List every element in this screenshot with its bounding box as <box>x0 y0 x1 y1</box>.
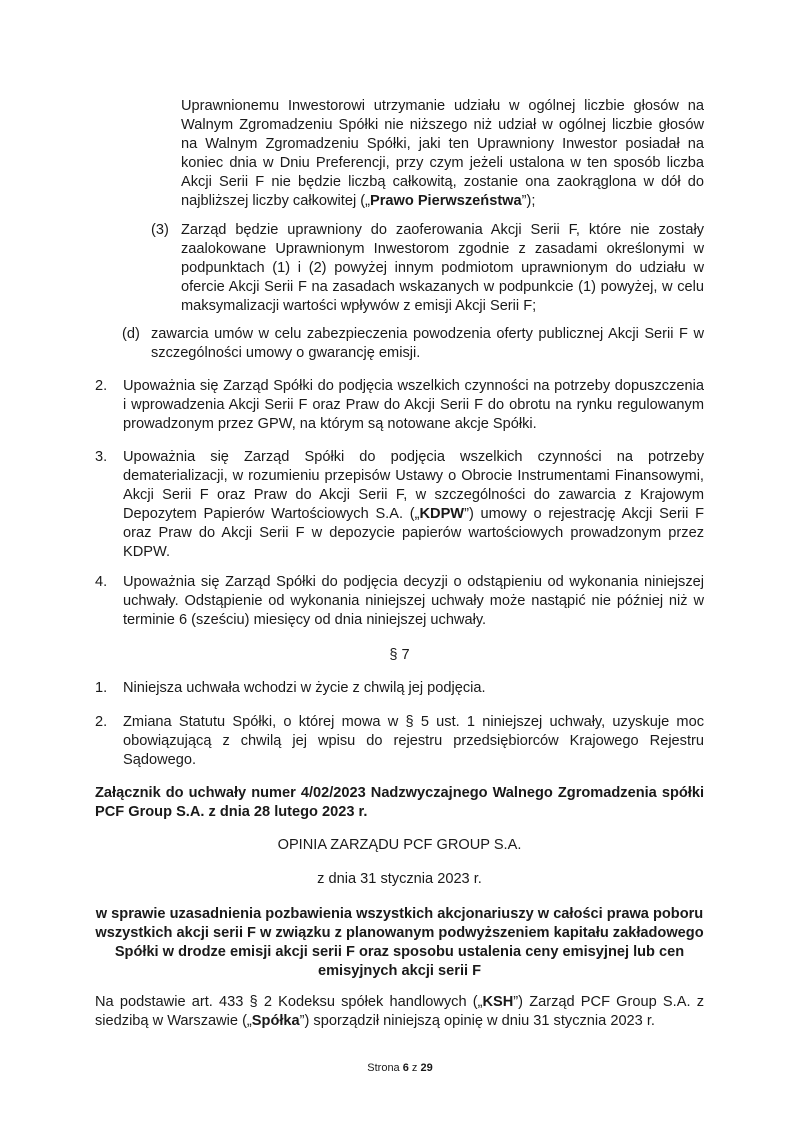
list-marker: (3) <box>151 222 169 238</box>
page-footer <box>0 1059 800 1078</box>
list-marker: 2. <box>95 714 108 730</box>
paragraph-text: Upoważnia się Zarząd Spółki do podjęcia wszelkich czynności na potrzeby dematerializacji, w rozumieniu przepisów Ustawy o Obrocie Instrumentami Finansowymi, Akcji Serii F oraz Praw do Akcji Serii F, w szczególności do zawarcia z Krajowym Depozytem Papierów Wartościowych S.A. („ <box>123 449 704 522</box>
list-marker: 1. <box>95 680 108 696</box>
paragraph-text: Zarząd będzie uprawniony do zaoferowania Akcji Serii F, które nie zostały zaalokowane Uprawnionym Inwestorom zgodnie z zasadami określonymi w podpunktach (1) i (2) powyżej innym podmiotom uprawnionym do udziału w ofercie Akcji Serii F na zasadach wskazanych w podpunkcie (1) powyżej, w celu maksymalizacji wartości wpływów z emisji Akcji Serii F; <box>181 222 704 314</box>
section-heading: § 7 <box>389 647 410 663</box>
defined-term: Spółka <box>251 1013 300 1029</box>
opinion-subject: w sprawie uzasadnienia pozbawienia wszystkich akcjonariuszy w całości prawa poboru wszystkich akcji serii F w związku z planowanym podwyższeniem kapitału zakładowego Spółki w drodze emisji akcji serii F oraz sposobu ustalenia ceny emisyjnej lub cen emisyjnych akcji serii F <box>95 906 704 979</box>
item-d <box>151 325 704 363</box>
paragraph-text: ”) umowy o rejestrację Akcji Serii F oraz Praw do Akcji Serii F w depozycie papierów wartościowych prowadzonym przez KDPW. <box>123 506 704 560</box>
section6-item-3 <box>123 448 704 562</box>
paragraph-text: Upoważnia się Zarząd Spółki do podjęcia wszelkich czynności na potrzeby dopuszczenia i wprowadzenia Akcji Serii F oraz Praw do Akcji Serii F do obrotu na rynku regulowanym prowadzonym przez GPW, na którym są notowane akcje Spółki. <box>123 378 704 432</box>
list-marker: 3. <box>95 449 108 465</box>
annex-title: Załącznik do uchwały numer 4/02/2023 Nadzwyczajnego Walnego Zgromadzenia spółki PCF Group S.A. z dnia 28 lutego 2023 r. <box>95 785 704 820</box>
footer-label: Strona <box>367 1062 403 1074</box>
paragraph-text: ”) sporządził niniejszą opinię w dniu 31 stycznia 2023 r. <box>299 1013 655 1029</box>
paragraph-text: Uprawnionemu Inwestorowi utrzymanie udziału w ogólnej liczbie głosów na Walnym Zgromadzeniu Spółki nie niższego niż udział w ogólnej liczbie głosów na Walnym Zgromadzeniu Spółki, jaki ten Uprawniony Inwestor posiadał na koniec dnia w Dniu Preferencji, przy czym jeżeli ustalona w ten sposób liczba Akcji Serii F nie będzie liczbą całkowitą, zostanie ona zaokrąglona w dół do najbliższej liczby całkowitej („ <box>181 98 704 209</box>
paragraph-text: zawarcia umów w celu zabezpieczenia powodzenia oferty publicznej Akcji Serii F w szczególności umowy o gwarancję emisji. <box>151 326 704 361</box>
opinion-heading: OPINIA ZARZĄDU PCF GROUP S.A. <box>277 837 522 853</box>
list-marker: 2. <box>95 378 108 394</box>
paragraph-text: Niniejsza uchwała wchodzi w życie z chwilą jej podjęcia. <box>123 680 486 696</box>
sub-item-3 <box>181 221 704 316</box>
page-number: 6 <box>402 1062 409 1074</box>
paragraph-text: Upoważnia się Zarząd Spółki do podjęcia decyzji o odstąpieniu od wykonania niniejszej uchwały. Odstąpienie od wykonania niniejszej uchwały może nastąpić nie później niż w terminie 6 (sześciu) miesięcy od dnia niniejszej uchwały. <box>123 574 704 628</box>
section6-item-2 <box>123 377 704 434</box>
paragraph-text: ”); <box>521 193 536 209</box>
opinion-intro <box>95 993 704 1031</box>
paragraph-text: Na podstawie art. 433 § 2 Kodeksu spółek handlowych („ <box>95 994 483 1010</box>
defined-term: KDPW <box>419 506 465 522</box>
defined-term: Prawo Pierwszeństwa <box>369 193 522 209</box>
section7-item-1 <box>123 679 704 698</box>
opinion-date: z dnia 31 stycznia 2023 r. <box>317 871 482 887</box>
list-marker: (d) <box>122 326 140 342</box>
paragraph-text: ”) Zarząd PCF Group S.A. z siedzibą w Warszawie („ <box>95 994 704 1029</box>
section7-item-2 <box>123 713 704 770</box>
defined-term: KSH <box>482 994 514 1010</box>
sub-item-2-continuation <box>181 97 704 211</box>
page-total: 29 <box>420 1062 433 1074</box>
footer-label: z <box>408 1062 421 1074</box>
section6-item-4 <box>123 573 704 630</box>
paragraph-text: Zmiana Statutu Spółki, o której mowa w § 5 ust. 1 niniejszej uchwały, uzyskuje moc obowiązującą z chwilą jej wpisu do rejestru przedsiębiorców Krajowego Rejestru Sądowego. <box>123 714 704 768</box>
list-marker: 4. <box>95 574 108 590</box>
